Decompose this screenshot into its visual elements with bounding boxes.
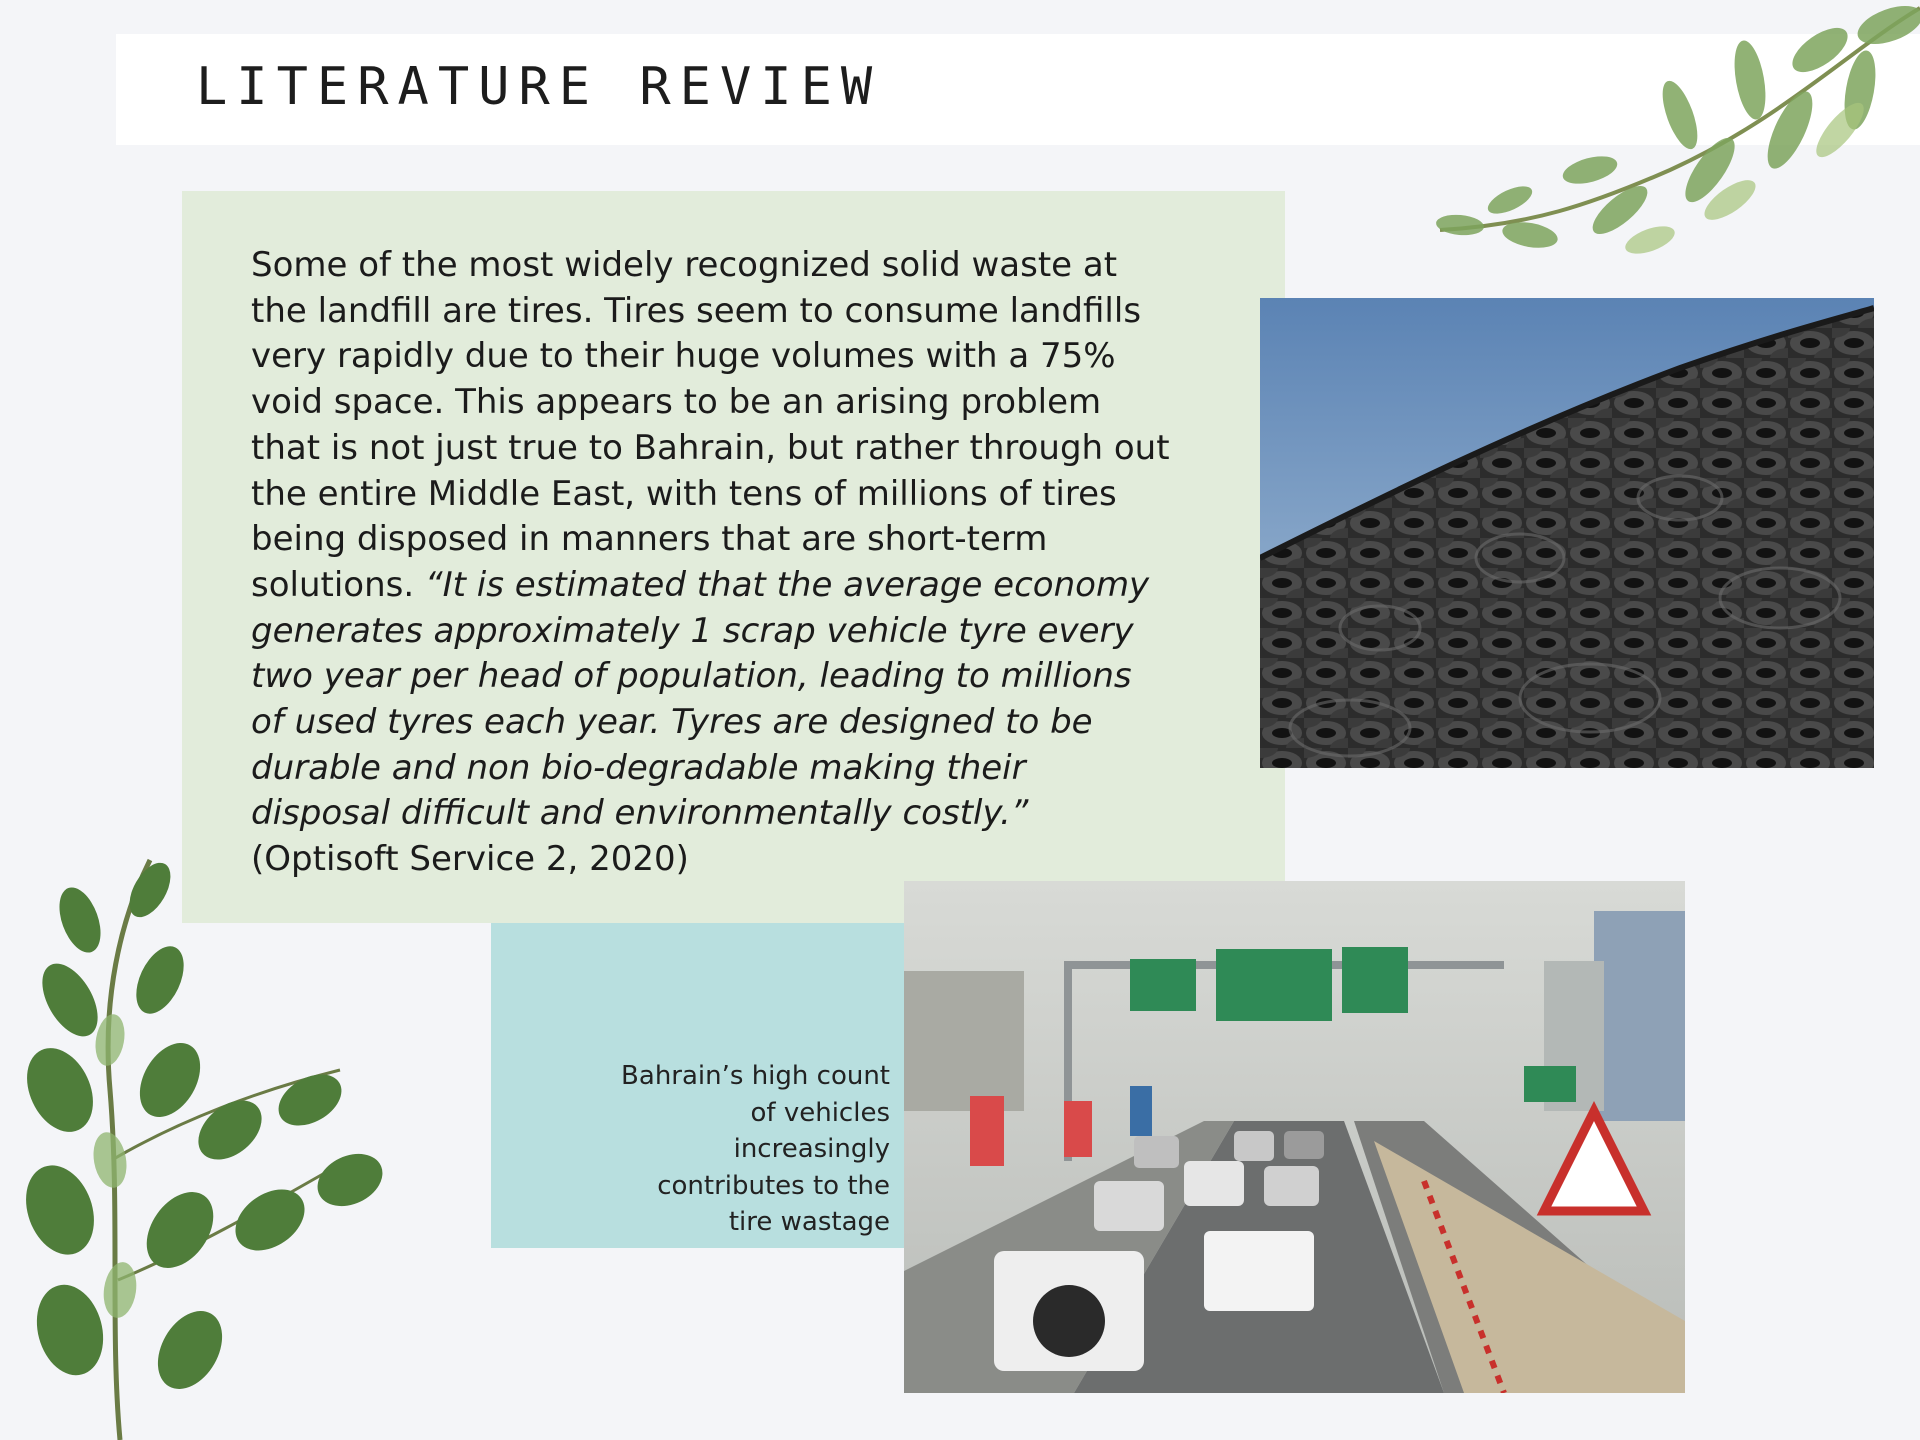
tire-pile-photo [1260, 298, 1874, 768]
bahrain-highway-traffic-photo [904, 881, 1685, 1393]
literature-citation: (Optisoft Service 2, 2020) [251, 839, 689, 880]
traffic-caption: Bahrain’s high count of vehicles increasingly contributes to the tire wastage [621, 1061, 890, 1237]
literature-body: Some of the most widely recognized solid waste at the landfill are tires. Tires seem to consume landfills very rapidly due to their huge volumes with a 75% void space. This appears to be an arising problem that is not just true to Bahrain, but rather through out the entire Middle East, with tens of millions of tires being disposed in manners that are short-term solutions. [251, 245, 1170, 605]
literature-quote: “It is estimated that the average economy generates approximately 1 scrap vehicle tyre every two year per head of population, leading to millions of used tyres each year. Tyres are designed to be durable and non bio-degradable making their disposal difficult and environmentally costly.” [251, 564, 1150, 834]
literature-review-text [251, 243, 1251, 883]
page-title: LITERATURE REVIEW [196, 57, 882, 117]
